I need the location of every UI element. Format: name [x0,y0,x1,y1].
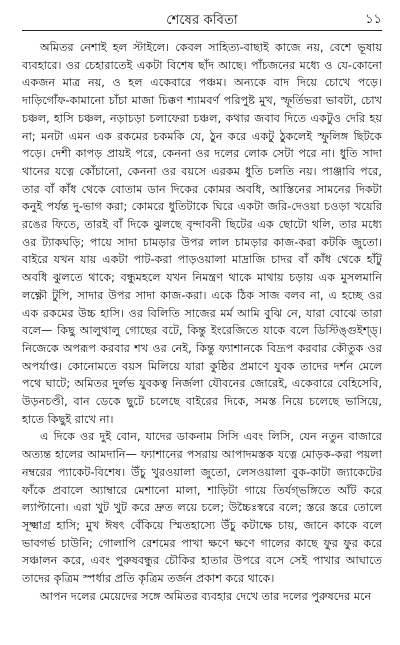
page-number: ১১ [365,12,382,27]
running-title: শেষের কবিতা [166,13,238,28]
paragraph-3: আপন দলের মেয়েদের সঙ্গে অমিতর ব্যবহার দেখে তার দলের পুরুষদের মনে [40,589,372,603]
paragraph-2: এ দিকে ওর দুই বোন, যাদের ডাকনাম সিসি এবং লিসি, যেন নতুন বাজারে অত্যন্ত হালের আমদানি— ফ্যাশানের পসরায় আপাদমস্তক যত্নে মোড়ক-করা পয়লা নম্বরের প্যাকেট-বিশেষ। উঁচু খুরওয়ালা জুতো, লেসওয়ালা বুক-কাটা জ্যাকেটের ফাঁকে প্রবালে অ্যাম্বারে মেশানো মালা, শাড়িটা গায়ে তির্যগ্‌ভঙ্গিতে আঁট করে ল্যাপ্টানো। এরা খুট খুট করে দ্রুত লয়ে চলে; উচ্চৈঃস্বরে বলে; স্তরে স্তরে তোলে সূক্ষ্মাগ্র হাসি; মুখ ঈষৎ বেঁকিয়ে স্মিতহাস্যে উঁচু কটাক্ষে চায়, জানে কাকে বলে ভাবগর্ভ চাউনি; গোলাপি রেশমের পাখা ক্ষণে ক্ষণে গালের কাছে ফুর ফুর করে সঞ্চালন করে, এবং পুরুষবন্ধুর চৌকির হাতার উপরে বসে সেই পাখার আঘাতে তাদের কৃত্রিম স্পর্ধার প্রতি কৃত্রিম তর্জন প্রকাশ করে থাকে। [22,430,382,586]
paragraph-1: অমিতর নেশাই হল স্টাইলে। কেবল সাহিত্য-বাছাই কাজে নয়, বেশে ভূষায় ব্যবহারে। ওর চেহারাতেই একটা বিশেষ ছাঁদ আছে। পাঁচজনের মধ্যে ও যে-কোনো একজন মাত্র নয়, ও হল একেবারে পঞ্চম। অন্যকে বাদ দিয়ে চোখে পড়ে। দাড়িগোঁফ-কামানো চাঁচা মাজা চিক্কণ শ্যামবর্ণ পরিপুষ্ট মুখ, স্ফূর্তিভরা ভাবটা, চোখ চঞ্চল, হাসি চঞ্চল, নড়াচড়া চলাফেরা চঞ্চল, কথার জবাব দিতে একটুও দেরি হয় না; মনটা এমন এক রকমের চকমকি যে, ঠুন করে একটু ঠুকলেই স্ফুলিঙ্গ ছিটকে পড়ে। দেশী কাপড় প্রায়ই পরে, কেননা ওর দলের লোক সেটা পরে না। ধুতি সাদা থানের যত্নে কোঁচানো, কেননা ওর বয়সে এরকম ধুতি চলতি নয়। পাঞ্জাবি পরে, তার বাঁ কাঁধ থেকে বোতাম ডান দিকের কোমর অবধি, আস্তিনের সামনের দিকটা কনুই পর্যন্ত দু-ভাগ করা; কোমরে ধুতিটাকে ঘিরে একটা জরি-দেওয়া চওড়া খয়েরি রঙের ফিতে, তারই বাঁ দিকে ঝুলছে বৃন্দাবনী ছিটের এক ছোটো থলি, তার মধ্যে ওর ট্যাকঘড়ি; পায়ে সাদা চামড়ার উপর লাল চামড়ার কাজ-করা কটকি জুতো। বাইরে যখন যায় একটা পাট-করা পাড়ওয়ালা মাদ্রাজি চাদর বাঁ কাঁধ থেকে হাঁটু অবধি ঝুলতে থাকে; বন্ধুমহলে যখন নিমন্ত্রণ থাকে মাথায় চড়ায় এক মুসলমানি লক্ষ্ণৌ টুপি, সাদার উপর সাদা কাজ-করা। একে ঠিক সাজ বলব না, এ হচ্ছে ওর এক রকমের উচ্চ হাসি। ওর বিলিতি সাজের মর্ম আমি বুঝি নে, যারা বোঝে তারা বলে— কিছু আলুথালু গোছের বটে, কিন্তু ইংরেজিতে যাকে বলে ডিস্টিঙ্গুইশ্ড্‌। নিজেকে অপরূপ করবার শখ ওর নেই, কিন্তু ফ্যাশানকে বিদ্রূপ করবার কৌতুক ওর অপর্যাপ্ত। কোনোমতে বয়স মিলিয়ে যারা কুষ্ঠির প্রমাণে যুবক তাদের দর্শন মেলে পথে ঘাটে; অমিতর দুর্লভ যুবকত্ব নির্জলা যৌবনের জোরেই, একেবারে বেহিসেবি, উড়নচণ্ডী, বান ডেকে ছুটে চলেছে বাইরের দিকে, সমস্ত নিয়ে চলেছে ভাসিয়ে, হাতে কিছুই রাখে না। [22,41,382,426]
page-header [22,8,382,31]
